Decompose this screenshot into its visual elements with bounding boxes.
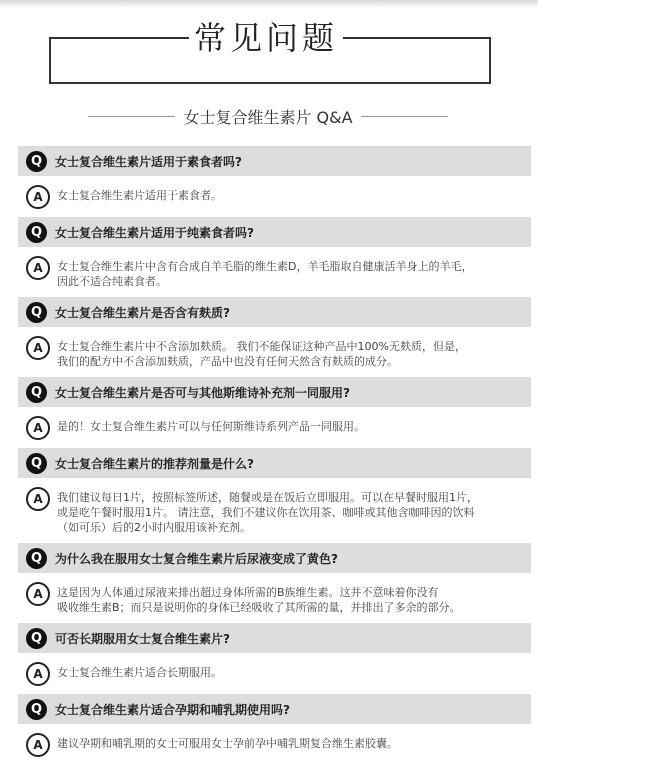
faq-answer xyxy=(18,573,531,623)
answer-line: 吸收维生素B；而只是说明你的身体已经吸收了其所需的量，并排出了多余的部分。 xyxy=(57,601,461,614)
faq-answer xyxy=(18,724,531,765)
answer-line: 我们的配方中不含添加麸质，产品中也没有任何天然含有麸质的成分。 xyxy=(57,355,398,368)
answer-line: 或是吃午餐时服用1片。 请注意，我们不建议你在饮用茶、咖啡或其他含咖啡因的饮料 xyxy=(57,506,475,519)
question-text: 为什么我在服用女士复合维生素片后尿液变成了黄色? xyxy=(55,551,338,566)
question-text: 女士复合维生素片适用于素食者吗? xyxy=(55,154,242,169)
answer-text xyxy=(57,662,527,680)
question-icon: Q xyxy=(26,302,47,323)
faq-question xyxy=(18,543,531,573)
answer-icon: A xyxy=(26,733,50,757)
answer-icon: A xyxy=(26,185,50,209)
answer-line: 是的！女士复合维生素片可以与任何斯维诗系列产品一同服用。 xyxy=(57,420,365,433)
question-icon: Q xyxy=(26,222,47,243)
answer-line: 建议孕期和哺乳期的女士可服用女士孕前孕中哺乳期复合维生素胶囊。 xyxy=(57,737,398,750)
subtitle-divider-right xyxy=(361,116,448,117)
faq-answer xyxy=(18,327,531,377)
answer-line: 这是因为人体通过尿液来排出超过身体所需的B族维生素。这并不意味着你没有 xyxy=(57,586,439,599)
question-icon: Q xyxy=(26,548,47,569)
title-frame-top-right xyxy=(343,37,489,39)
answer-icon: A xyxy=(26,416,50,440)
question-icon: Q xyxy=(26,628,47,649)
question-icon: Q xyxy=(26,382,47,403)
faq-question xyxy=(18,623,531,653)
answer-text xyxy=(57,733,527,751)
answer-line: 女士复合维生素片适用于素食者。 xyxy=(57,189,222,202)
faq-answer xyxy=(18,247,531,297)
faq-answer xyxy=(18,176,531,217)
question-text: 女士复合维生素片适合孕期和哺乳期使用吗? xyxy=(55,702,290,717)
answer-icon: A xyxy=(26,487,50,511)
faq-question xyxy=(18,297,531,327)
question-text: 女士复合维生素片是否含有麸质? xyxy=(55,305,230,320)
answer-line: （如可乐）后的2小时内服用该补充剂。 xyxy=(57,521,251,534)
faq-question xyxy=(18,694,531,724)
answer-line: 我们建议每日1片，按照标签所述，随餐或是在饭后立即服用。可以在早餐时服用1片， xyxy=(57,491,478,504)
answer-text xyxy=(57,336,527,369)
faq-question xyxy=(18,448,531,478)
answer-icon: A xyxy=(26,662,50,686)
title-frame-top-left xyxy=(49,37,189,39)
answer-text xyxy=(57,185,527,203)
faq-answer xyxy=(18,407,531,448)
subtitle-row xyxy=(88,104,448,128)
question-text: 女士复合维生素片的推荐剂量是什么? xyxy=(55,456,254,471)
faq-list xyxy=(18,146,531,765)
answer-text xyxy=(57,416,527,434)
answer-line: 女士复合维生素片适合长期服用。 xyxy=(57,666,222,679)
page-title: 常见问题 xyxy=(193,19,338,57)
answer-line: 女士复合维生素片中不含添加麸质。 我们不能保证这种产品中100%无麸质，但是， xyxy=(57,340,466,353)
answer-text xyxy=(57,582,527,615)
answer-icon: A xyxy=(26,336,50,360)
subtitle: 女士复合维生素片 Q&A xyxy=(183,107,353,127)
answer-icon: A xyxy=(26,256,50,280)
answer-line: 因此不适合纯素食者。 xyxy=(57,275,167,288)
faq-answer xyxy=(18,478,531,543)
faq-answer xyxy=(18,653,531,694)
question-text: 女士复合维生素片适用于纯素食者吗? xyxy=(55,225,254,240)
subtitle-divider-left xyxy=(88,116,175,117)
question-icon: Q xyxy=(26,151,47,172)
faq-question xyxy=(18,377,531,407)
question-icon: Q xyxy=(26,699,47,720)
faq-question xyxy=(18,146,531,176)
top-shadow xyxy=(0,0,538,8)
question-icon: Q xyxy=(26,453,47,474)
answer-line: 女士复合维生素片中含有合成自羊毛脂的维生素D，羊毛脂取自健康活羊身上的羊毛， xyxy=(57,260,473,273)
answer-text xyxy=(57,487,527,535)
faq-question xyxy=(18,217,531,247)
answer-text xyxy=(57,256,527,289)
question-text: 可否长期服用女士复合维生素片? xyxy=(55,631,230,646)
answer-icon: A xyxy=(26,582,50,606)
question-text: 女士复合维生素片是否可与其他斯维诗补充剂一同服用? xyxy=(55,385,350,400)
